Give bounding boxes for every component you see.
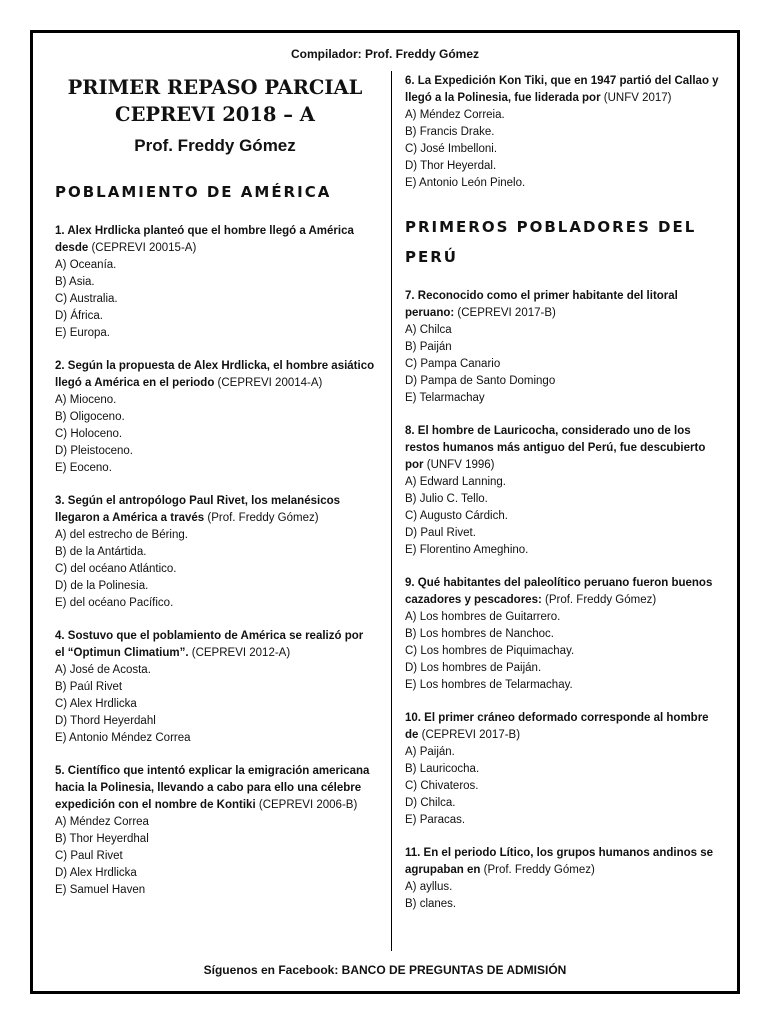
question-stem: [405, 845, 725, 879]
answer-option: A) Mioceno.: [55, 394, 117, 406]
answer-option: B) clanes.: [405, 898, 457, 910]
question-text: 1. Alex Hrdlicka planteó que el hombre llegó a América desde: [55, 225, 354, 254]
question-5: [55, 763, 375, 899]
question-stem: [55, 358, 375, 392]
question-source: (Prof. Freddy Gómez): [207, 512, 319, 524]
answer-option: E) Antonio Méndez Correa: [55, 732, 191, 744]
answer-option: A) Los hombres de Guitarrero.: [405, 611, 561, 623]
question-11: [405, 845, 725, 913]
question-text: 9. Qué habitantes del paleolítico peruano fueron buenos cazadores y pescadores:: [405, 577, 713, 606]
answer-option: A) Oceanía.: [55, 259, 117, 271]
answer-option: B) Oligoceno.: [55, 411, 125, 423]
question-stem: [55, 763, 375, 814]
answer-option: E) Paracas.: [405, 814, 466, 826]
question-source: (Prof. Freddy Gómez): [545, 594, 657, 606]
question-source: (CEPREVI 20015-A): [91, 242, 197, 254]
answer-option: A) José de Acosta.: [55, 664, 151, 676]
question-text: 11. En el periodo Lítico, los grupos humanos andinos se agrupaban en: [405, 847, 713, 876]
answer-option: A) del estrecho de Béring.: [55, 529, 188, 541]
column-divider: [391, 71, 392, 951]
question-text: 7. Reconocido como el primer habitante del litoral peruano:: [405, 290, 678, 319]
question-source: (CEPREVI 2017-B): [457, 307, 556, 319]
section-title-america: POBLAMIENTO DE AMÉRICA: [55, 183, 332, 201]
question-source: (Prof. Freddy Gómez): [483, 864, 595, 876]
question-7: [405, 288, 725, 407]
answer-option: C) Paul Rivet: [55, 850, 123, 862]
question-stem: [55, 493, 375, 527]
answer-option: C) Alex Hrdlicka: [55, 698, 137, 710]
question-source: (CEPREVI 20014-A): [217, 377, 323, 389]
answer-option: B) Francis Drake.: [405, 126, 495, 138]
question-text: 3. Según el antropólogo Paul Rivet, los melanésicos llegaron a América a través: [55, 495, 341, 524]
question-stem: [55, 223, 375, 257]
answer-option: E) del océano Pacífico.: [55, 597, 174, 609]
answer-option: E) Telarmachay: [405, 392, 485, 404]
question-list-right-top: [405, 73, 725, 192]
answer-option: B) Los hombres de Nanchoc.: [405, 628, 554, 640]
answer-option: A) Edward Lanning.: [405, 476, 507, 488]
answer-option: C) Chivateros.: [405, 780, 479, 792]
answer-option: A) Méndez Correia.: [405, 109, 505, 121]
answer-option: C) Australia.: [55, 293, 118, 305]
question-text: 6. La Expedición Kon Tiki, que en 1947 partió del Callao y llegó a la Polinesia, fue liderada por: [405, 75, 719, 104]
question-source: (CEPREVI 2017-B): [421, 729, 521, 741]
answer-option: B) Paiján: [405, 341, 452, 353]
answer-option: B) de la Antártida.: [55, 546, 147, 558]
answer-option: D) Pampa de Santo Domingo: [405, 375, 556, 387]
answer-option: B) Asia.: [55, 276, 95, 288]
facebook-footer: Síguenos en Facebook: BANCO DE PREGUNTAS DE ADMISIÓN: [203, 963, 567, 977]
answer-option: A) Paiján.: [405, 746, 455, 758]
answer-option: D) Pleistoceno.: [55, 445, 133, 457]
question-text: 8. El hombre de Lauricocha, considerado uno de los restos humanos más antiguo del Perú, fue descubierto por: [405, 425, 706, 471]
question-source: (CEPREVI 2012-A): [191, 647, 291, 659]
question-text: 4. Sostuvo que el poblamiento de América se realizó por el “Optimun Climatium”.: [55, 630, 364, 659]
right-column: [405, 73, 725, 929]
answer-option: A) Chilca: [405, 324, 452, 336]
answer-option: B) Thor Heyerdhal: [55, 833, 149, 845]
answer-option: D) Los hombres de Paiján.: [405, 662, 542, 674]
title-line-1: PRIMER REPASO PARCIAL: [67, 76, 363, 99]
question-1: [55, 223, 375, 342]
answer-option: C) del océano Atlántico.: [55, 563, 177, 575]
question-list-left: [55, 223, 375, 899]
question-10: [405, 710, 725, 829]
question-text: 10. El primer cráneo deformado corresponde al hombre de: [405, 712, 709, 741]
question-list-right: [405, 288, 725, 913]
answer-option: D) África.: [55, 310, 103, 322]
question-source: (UNFV 1996): [426, 459, 495, 471]
question-stem: [405, 73, 725, 107]
answer-option: E) Los hombres de Telarmachay.: [405, 679, 573, 691]
answer-option: D) Chilca.: [405, 797, 456, 809]
question-source: (UNFV 2017): [603, 92, 672, 104]
question-3: [55, 493, 375, 612]
question-6: [405, 73, 725, 192]
question-4: [55, 628, 375, 747]
left-column: [55, 73, 375, 915]
title-line-2: CEPREVI 2018 – A: [115, 103, 315, 126]
answer-option: C) Los hombres de Piquimachay.: [405, 645, 575, 657]
question-source: (CEPREVI 2006-B): [258, 799, 358, 811]
question-stem: [405, 575, 725, 609]
section-title-peru: PRIMEROS POBLADORES DEL PERÚ: [405, 218, 697, 266]
compiler-header: Compilador: Prof. Freddy Gómez: [290, 47, 479, 61]
answer-option: D) Paul Rivet.: [405, 527, 476, 539]
answer-option: C) Augusto Cárdich.: [405, 510, 508, 522]
answer-option: E) Samuel Haven: [55, 884, 146, 896]
answer-option: C) Pampa Canario: [405, 358, 501, 370]
answer-option: A) ayllus.: [405, 881, 453, 893]
question-stem: [405, 710, 725, 744]
question-8: [405, 423, 725, 559]
question-stem: [55, 628, 375, 662]
question-text: 5. Científico que intentó explicar la emigración americana hacia la Polinesia, llevando a cabo para ello una célebre expedición con el nombre de Kontiki: [55, 765, 370, 811]
answer-option: B) Lauricocha.: [405, 763, 480, 775]
answer-option: D) Thor Heyerdal.: [405, 160, 497, 172]
answer-option: E) Eoceno.: [55, 462, 112, 474]
author-name: Prof. Freddy Gómez: [134, 136, 296, 155]
answer-option: C) Holoceno.: [55, 428, 123, 440]
page-frame: [30, 30, 740, 994]
question-9: [405, 575, 725, 694]
answer-option: D) Thord Heyerdahl: [55, 715, 156, 727]
answer-option: A) Méndez Correa: [55, 816, 149, 828]
answer-option: B) Julio C. Tello.: [405, 493, 488, 505]
page-title: [55, 74, 375, 128]
question-2: [55, 358, 375, 477]
question-stem: [405, 423, 725, 474]
answer-option: D) Alex Hrdlicka: [55, 867, 137, 879]
question-text: 2. Según la propuesta de Alex Hrdlicka, el hombre asiático llegó a América en el periodo: [55, 360, 375, 389]
answer-option: D) de la Polinesia.: [55, 580, 149, 592]
answer-option: B) Paúl Rivet: [55, 681, 123, 693]
answer-option: E) Antonio León Pinelo.: [405, 177, 526, 189]
answer-option: E) Florentino Ameghino.: [405, 544, 529, 556]
question-stem: [405, 288, 725, 322]
answer-option: C) José Imbelloni.: [405, 143, 498, 155]
answer-option: E) Europa.: [55, 327, 110, 339]
